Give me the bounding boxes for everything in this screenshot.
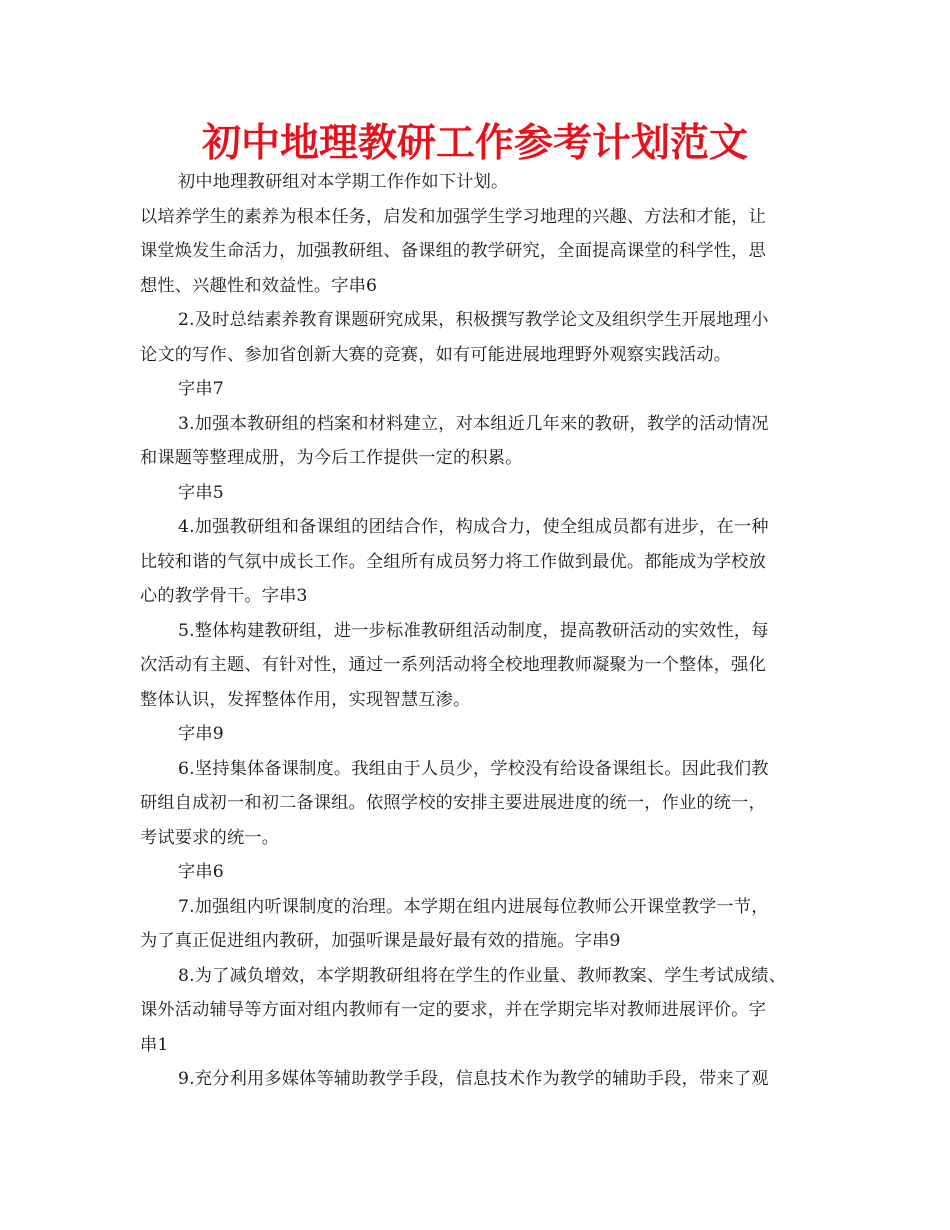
text-line: 和课题等整理成册，为今后工作提供一定的积累。 bbox=[140, 448, 523, 468]
document-body bbox=[140, 165, 820, 1097]
text-line: 5.整体构建教研组，进一步标准教研组活动制度，提高教研活动的实效性，每 bbox=[178, 620, 769, 641]
text-line: 考试要求的统一。 bbox=[140, 827, 280, 848]
text-line: 想性、兴趣性和效益性。字串6 bbox=[140, 275, 378, 296]
text-line: 9.充分利用多媒体等辅助教学手段，信息技术作为教学的辅助手段，带来了观 bbox=[178, 1069, 769, 1089]
text-line: 比较和谐的气氛中成长工作。全组所有成员努力将工作做到最优。都能成为学校放 bbox=[140, 551, 766, 572]
text-line: 以培养学生的素养为根本任务，启发和加强学生学习地理的兴趣、方法和才能，让 bbox=[140, 206, 766, 227]
text-line: 字串6 bbox=[178, 862, 224, 882]
text-line: 课外活动辅导等方面对组内教师有一定的要求，并在学期完毕对教师进展评价。字 bbox=[140, 1000, 766, 1020]
text-line: 论文的写作、参加省创新大赛的竞赛，如有可能进展地理野外观察实践活动。 bbox=[140, 344, 732, 365]
text-line: 3.加强本教研组的档案和材料建立，对本组近几年来的教研，教学的活动情况 bbox=[178, 413, 769, 434]
text-line: 7.加强组内听课制度的治理。本学期在组内进展每位教师公开课堂教学一节， bbox=[178, 896, 769, 917]
text-line: 次活动有主题、有针对性，通过一系列活动将全校地理教师凝聚为一个整体，强化 bbox=[140, 655, 766, 675]
text-line: 串1 bbox=[140, 1034, 169, 1055]
text-line: 字串7 bbox=[178, 379, 224, 399]
text-line: 整体认识，发挥整体作用，实现智慧互渗。 bbox=[140, 689, 471, 710]
text-line: 8.为了减负增效，本学期教研组将在学生的作业量、教师教案、学生考试成绩、 bbox=[178, 965, 786, 986]
text-line: 2.及时总结素养教育课题研究成果，积极撰写教学论文及组织学生开展地理小 bbox=[178, 310, 769, 330]
text-line: 6.坚持集体备课制度。我组由于人员少，学校没有给设备课组长。因此我们教 bbox=[178, 758, 769, 779]
text-line: 字串9 bbox=[178, 724, 224, 744]
text-line: 字串5 bbox=[178, 482, 224, 503]
text-line: 为了真正促进组内教研，加强听课是最好最有效的措施。字串9 bbox=[140, 931, 621, 951]
text-line: 4.加强教研组和备课组的团结合作，构成合力，使全组成员都有进步，在一种 bbox=[178, 517, 769, 537]
text-line: 心的教学骨干。字串3 bbox=[140, 586, 308, 606]
document-title: 初中地理教研工作参考计划范文 bbox=[201, 121, 748, 166]
text-line: 初中地理教研组对本学期工作作如下计划。 bbox=[178, 172, 509, 192]
text-line: 研组自成初一和初二备课组。依照学校的安排主要进展进度的统一，作业的统一， bbox=[140, 793, 766, 813]
text-line: 课堂焕发生命活力，加强教研组、备课组的教学研究，全面提高课堂的科学性，思 bbox=[140, 241, 766, 261]
